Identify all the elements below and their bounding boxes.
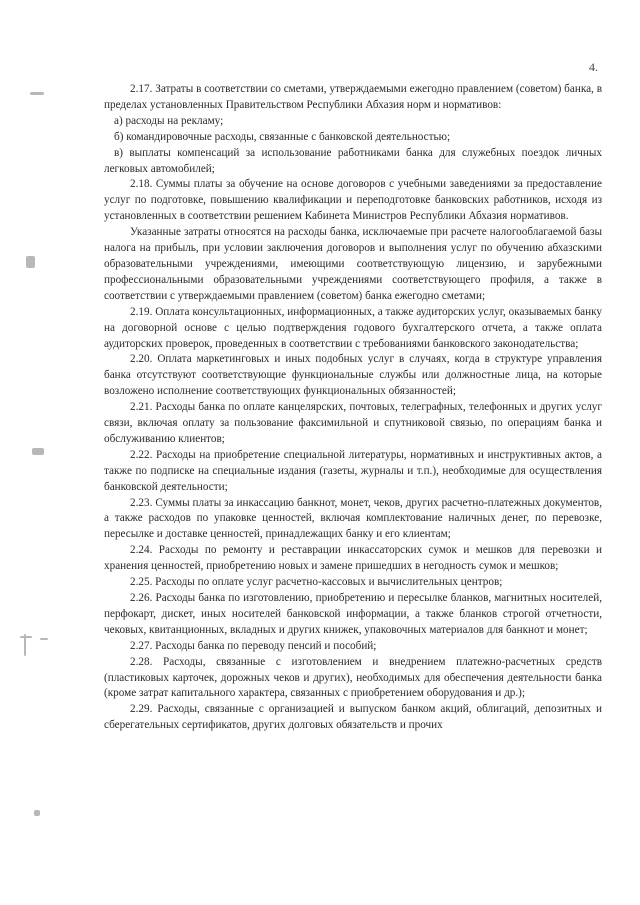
paragraph-2-20: 2.20. Оплата маркетинговых и иных подобных услуг в случаях, когда в структуре управления банка отсутствуют соответствующие функциональные службы или должностные лица, на которые возложено исполнение соответствующих функциональных обязанностей; xyxy=(104,353,602,398)
paragraph-2-18-note: Указанные затраты относятся на расходы банка, исключаемые при расчете налогооблагаемой базы налога на прибыль, при условии заключения договоров и выполнения услуг по обучению абхазскими образовательными учреждениями, имеющими соответствующую лицензию, и зарубежными профессиональными образовательными учреждениями соответствующего профиля, а также в соответствии с утверждаемыми правлением (советом) банка ежегодно сметами; xyxy=(104,226,602,302)
paragraph-2-22: 2.22. Расходы на приобретение специальной литературы, нормативных и инструктивных актов, а также по подписке на специальные издания (газеты, журналы и т.п.), необходимые для осуществления банковской деятельности; xyxy=(104,448,602,493)
list-item-v: в) выплаты компенсаций за использование работниками банка для служебных поездок личных легковых автомобилей; xyxy=(104,146,602,175)
paragraph-2-17: 2.17. Затраты в соответствии со сметами, утверждаемыми ежегодно правлением (советом) банка, в пределах установленных Правительством Республики Абхазия норм и нормативов: xyxy=(104,83,602,111)
paragraph-2-18: 2.18. Суммы платы за обучение на основе договоров с учебными заведениями за предоставление услуг по подготовке, повышению квалификации и переподготовке банковских работников, исходя из установленных в соответствии решением Кабинета Министров Республики Абхазия нормативов. xyxy=(104,178,602,223)
paragraph-2-27: 2.27. Расходы банка по переводу пенсий и пособий; xyxy=(130,639,377,652)
document-body xyxy=(104,82,602,734)
scan-speck xyxy=(30,92,44,95)
scan-speck xyxy=(34,810,40,816)
paragraph-2-29: 2.29. Расходы, связанные с организацией и выпуском банком акций, облигаций, депозитных и сберегательных сертификатов, других долговых обязательств и прочих xyxy=(104,703,602,732)
scan-speck xyxy=(32,448,44,455)
paragraph-2-26: 2.26. Расходы банка по изготовлению, приобретению и пересылке бланков, магнитных носителей, перфокарт, дискет, иных носителей банковской информации, а также бланков строгой отчетности, чековых, квитанционных, вкладных и других книжек, упаковочных материалов для банкнот и монет; xyxy=(104,592,602,636)
paragraph-2-21: 2.21. Расходы банка по оплате канцелярских, почтовых, телеграфных, телефонных и других услуг связи, включая оплату за пользование факсимильной и спутниковой связью, по операциям банка и обслуживанию клиентов; xyxy=(104,401,602,445)
list-item-a: а) расходы на рекламу; xyxy=(114,114,224,127)
paragraph-2-23: 2.23. Суммы платы за инкассацию банкнот, монет, чеков, других расчетно-платежных документов, а также расходов по упаковке ценностей, включая комплектование наличных денег, по перевозке, пересылке и доставке ценностей, принадлежащих банку и его клиентам; xyxy=(104,496,602,541)
paragraph-2-24: 2.24. Расходы по ремонту и реставрации инкассаторских сумок и мешков для перевозки и хранения ценностей, приобретению новых и замене пришедших в негодность сумок и мешков; xyxy=(104,544,602,573)
scan-speck xyxy=(26,256,35,268)
paragraph-2-28: 2.28. Расходы, связанные с изготовлением и внедрением платежно-расчетных средств (пластиковых карточек, дорожных чеков и других), необходимых для обеспечения деятельности банка (кроме затрат капитального характера, связанных с приобретением оборудования и др.); xyxy=(104,655,602,700)
paragraph-2-19: 2.19. Оплата консультационных, информационных, а также аудиторских услуг, оказываемых банку на договорной основе с целью подтверждения годового бухгалтерского отчета, а также оплата аудиторских проверок, проведенных в соответствии с требованиями банковского законодательства; xyxy=(104,305,602,350)
scan-speck xyxy=(40,638,48,640)
list-item-b: б) командировочные расходы, связанные с банковской деятельностью; xyxy=(114,130,451,143)
scan-speck xyxy=(20,636,32,638)
paragraph-2-25: 2.25. Расходы по оплате услуг расчетно-кассовых и вычислительных центров; xyxy=(130,576,503,589)
page-number: 4. xyxy=(589,60,598,74)
